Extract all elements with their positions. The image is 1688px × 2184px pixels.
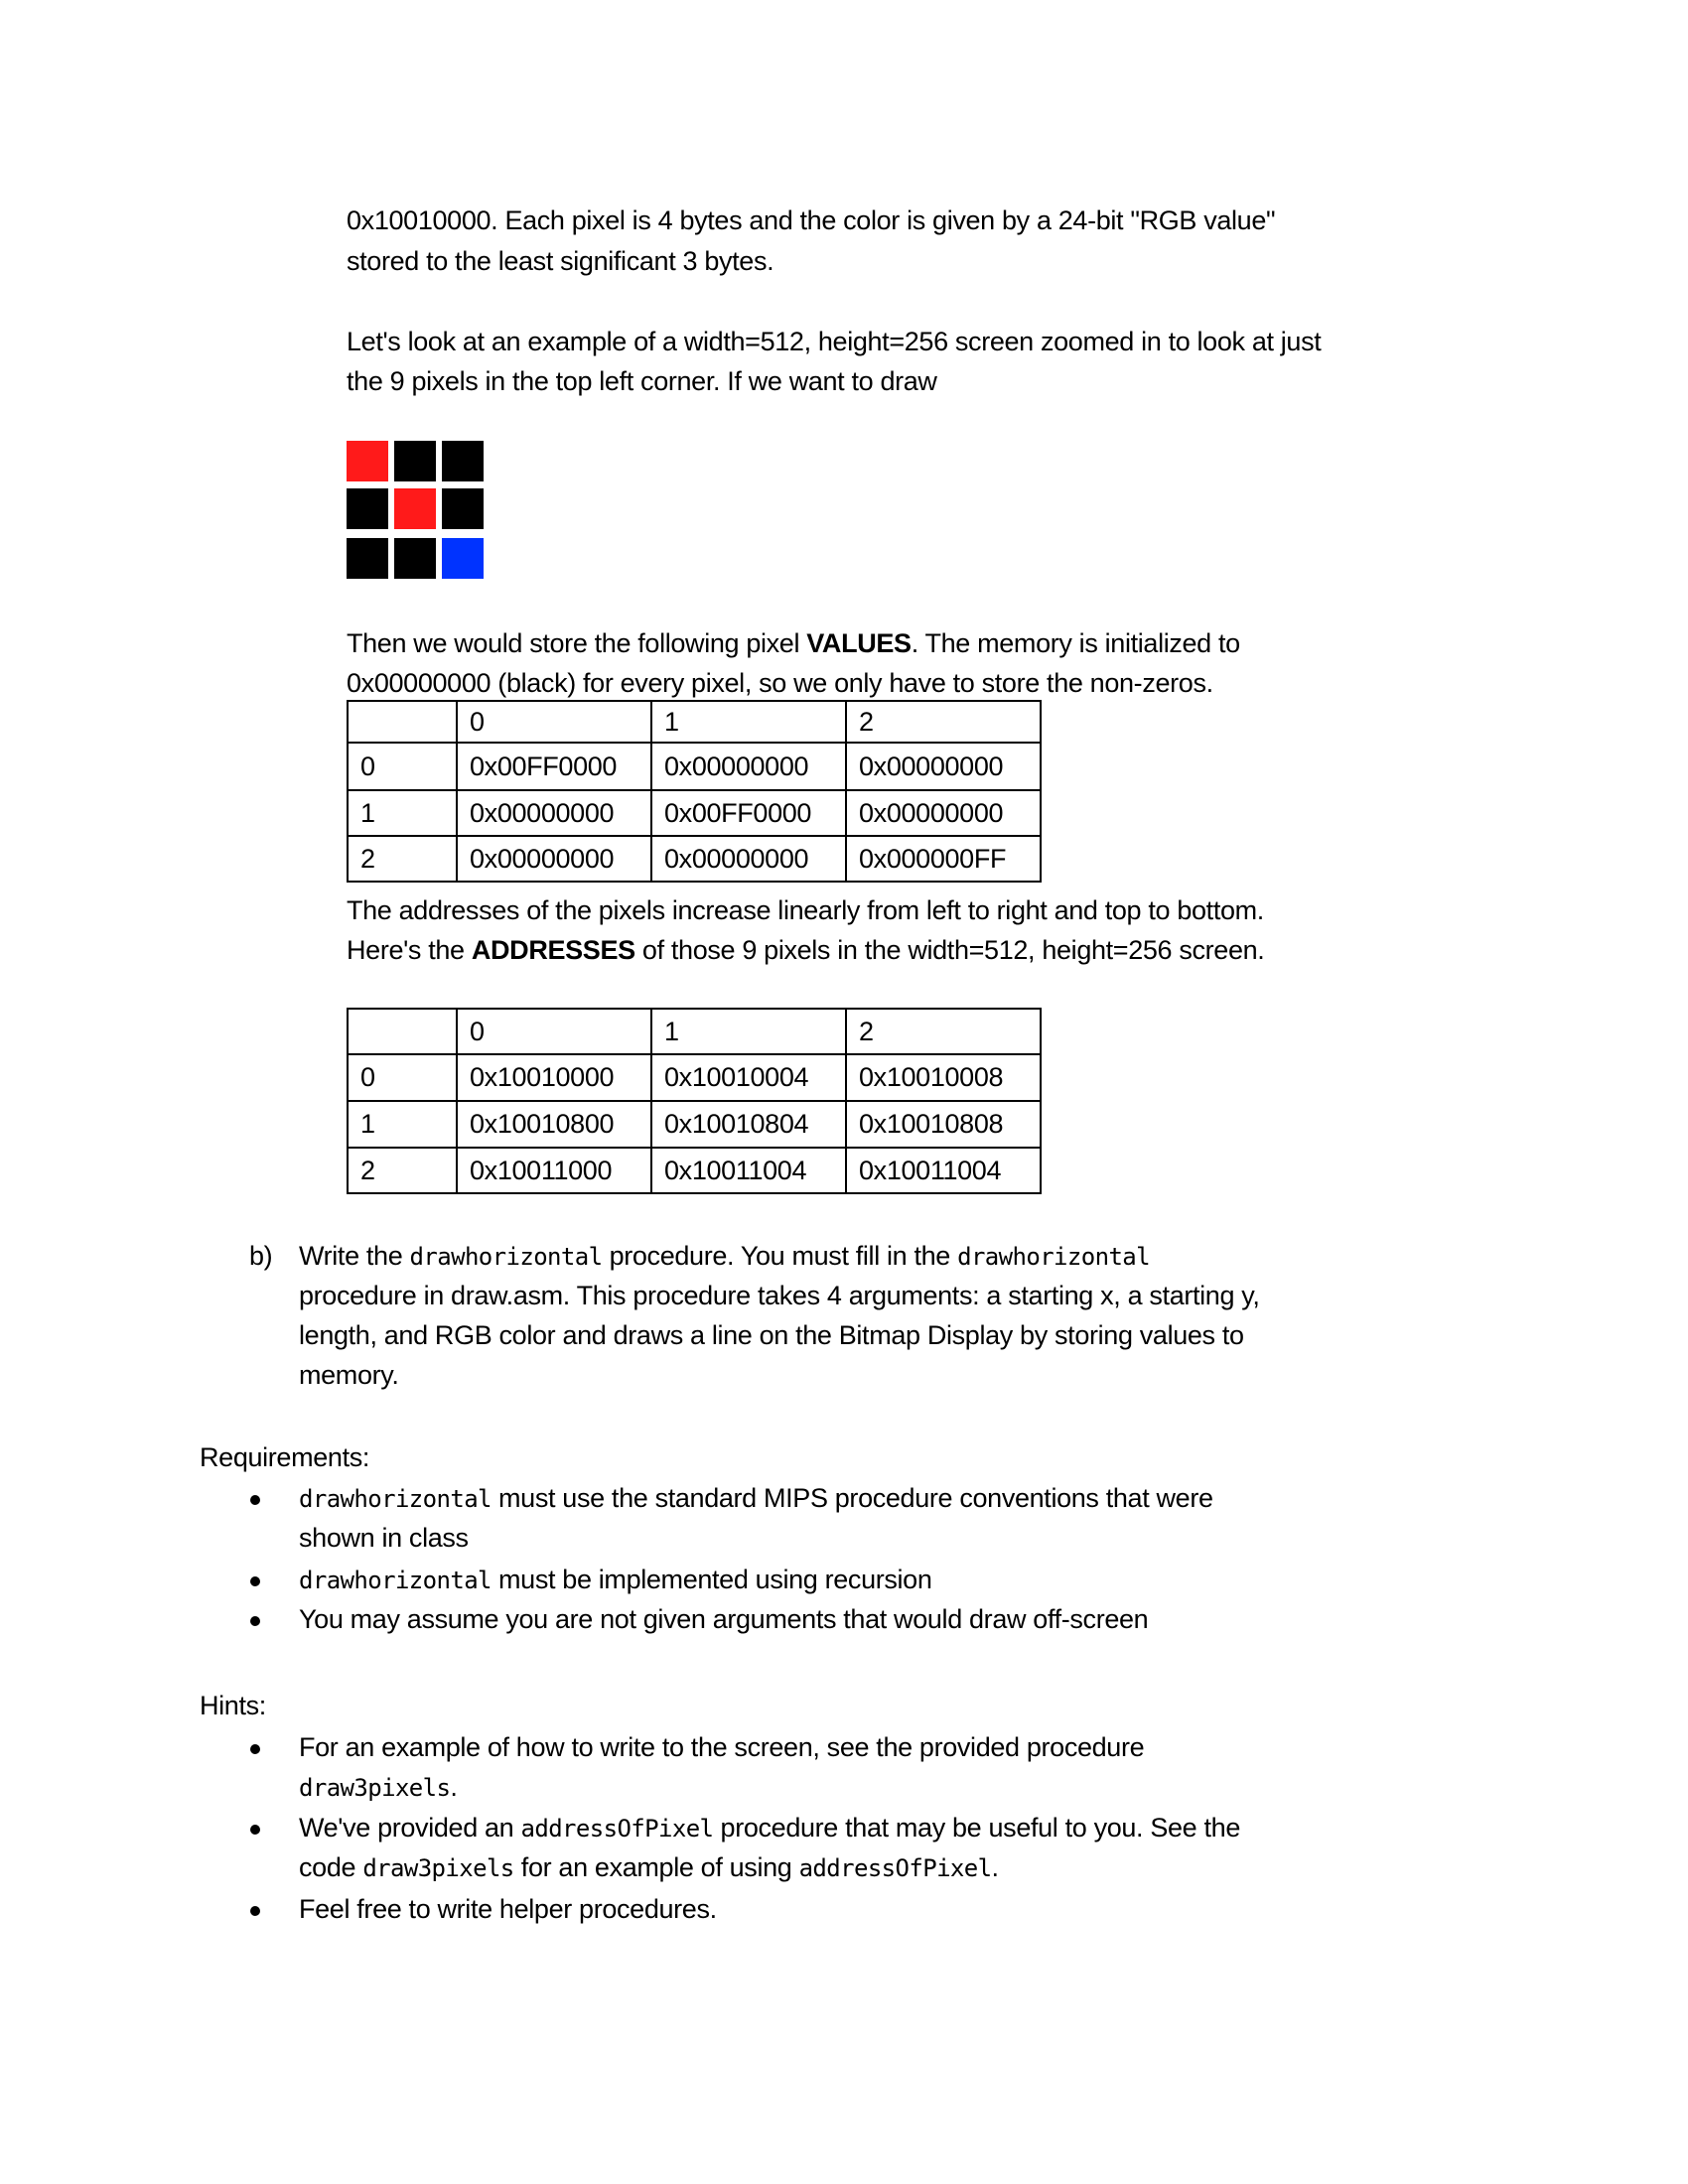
table-cell: 0x10010004 — [651, 1054, 846, 1101]
table-row — [348, 836, 1041, 882]
hint-item-continuation — [299, 1851, 999, 1884]
row-label-cell: 2 — [348, 1148, 457, 1193]
table-header-cell — [348, 701, 457, 743]
table-cell: 0x00000000 — [457, 836, 651, 882]
table-row — [348, 1148, 1041, 1193]
table-cell: 0x00000000 — [846, 743, 1041, 790]
pixel-2-1 — [394, 538, 436, 579]
hints-heading: Hints: — [200, 1691, 266, 1720]
hint-text: . — [991, 1852, 999, 1882]
table-header-cell: 1 — [651, 1009, 846, 1054]
table-cell: 0x00FF0000 — [651, 790, 846, 836]
intro-line-4: the 9 pixels in the top left corner. If we want to draw — [347, 366, 937, 396]
table-header-cell: 0 — [457, 1009, 651, 1054]
hint-text: procedure that may be useful to you. See the — [713, 1813, 1240, 1843]
hint-item-continuation — [299, 1771, 458, 1804]
addresses-line-2-post: of those 9 pixels in the width=512, height=256 screen. — [634, 935, 1265, 965]
values-line-1-pre: Then we would store the following pixel — [347, 628, 807, 658]
hint-item: For an example of how to write to the screen, see the provided procedure — [299, 1732, 1145, 1762]
pixel-1-0 — [347, 488, 388, 529]
table-cell: 0x000000FF — [846, 836, 1041, 882]
intro-line-3: Let's look at an example of a width=512, height=256 screen zoomed in to look at just — [347, 327, 1322, 356]
requirement-item-continuation: shown in class — [299, 1523, 469, 1553]
requirement-item — [299, 1482, 1213, 1515]
hint-text: . — [450, 1772, 458, 1802]
part-b-line-3: length, and RGB color and draws a line on the Bitmap Display by storing values to — [299, 1320, 1244, 1350]
values-emphasis: VALUES — [806, 628, 912, 658]
table-header-row — [348, 701, 1041, 743]
table-cell: 0x10010808 — [846, 1101, 1041, 1148]
pixel-1-1 — [394, 488, 436, 529]
table-header-cell — [348, 1009, 457, 1054]
values-line-2: 0x00000000 (black) for every pixel, so we only have to store the non-zeros. — [347, 668, 1213, 698]
table-cell: 0x00000000 — [846, 790, 1041, 836]
row-label-cell: 2 — [348, 836, 457, 882]
table-row — [348, 790, 1041, 836]
hint-item — [299, 1812, 1240, 1844]
pixel-2-0 — [347, 538, 388, 579]
row-label-cell: 1 — [348, 790, 457, 836]
bullet-icon — [250, 1495, 260, 1505]
code-drawhorizontal: drawhorizontal — [409, 1243, 603, 1271]
requirements-heading: Requirements: — [200, 1442, 370, 1472]
code-drawhorizontal: drawhorizontal — [299, 1485, 492, 1513]
pixel-2-2 — [442, 538, 484, 579]
row-label-cell: 0 — [348, 1054, 457, 1101]
table-cell: 0x10010804 — [651, 1101, 846, 1148]
part-b-line-4: memory. — [299, 1360, 399, 1390]
hint-item: Feel free to write helper procedures. — [299, 1894, 717, 1924]
pixel-0-1 — [394, 441, 436, 481]
table-header-cell: 0 — [457, 701, 651, 743]
code-drawhorizontal: drawhorizontal — [957, 1243, 1150, 1271]
table-row — [348, 1054, 1041, 1101]
table-header-cell: 2 — [846, 701, 1041, 743]
code-draw3pixels: draw3pixels — [299, 1774, 451, 1802]
table-cell: 0x10011004 — [846, 1148, 1041, 1193]
table-cell: 0x00FF0000 — [457, 743, 651, 790]
bullet-icon — [250, 1906, 260, 1916]
table-row — [348, 1101, 1041, 1148]
addresses-emphasis: ADDRESSES — [471, 935, 635, 965]
code-draw3pixels: draw3pixels — [362, 1854, 514, 1882]
requirement-item — [299, 1564, 932, 1596]
part-b-label: b) — [249, 1241, 273, 1271]
table-cell: 0x00000000 — [457, 790, 651, 836]
bullet-icon — [250, 1576, 260, 1586]
pixel-0-2 — [442, 441, 484, 481]
table-row — [348, 743, 1041, 790]
bullet-icon — [250, 1744, 260, 1754]
table-cell: 0x00000000 — [651, 836, 846, 882]
values-line-1 — [347, 627, 1240, 659]
requirement-text: must use the standard MIPS procedure conventions that were — [491, 1483, 1213, 1513]
part-b-text: Write the — [299, 1241, 410, 1271]
bullet-icon — [250, 1616, 260, 1626]
table-cell: 0x00000000 — [651, 743, 846, 790]
pixel-addresses-table — [347, 1008, 1042, 1194]
table-cell: 0x10010800 — [457, 1101, 651, 1148]
hint-text: We've provided an — [299, 1813, 521, 1843]
addresses-line-2 — [347, 934, 1264, 966]
table-cell: 0x10011000 — [457, 1148, 651, 1193]
table-header-cell: 2 — [846, 1009, 1041, 1054]
hint-text: code — [299, 1852, 363, 1882]
part-b-line-2: procedure in draw.asm. This procedure takes 4 arguments: a starting x, a starting y, — [299, 1281, 1260, 1310]
code-drawhorizontal: drawhorizontal — [299, 1567, 492, 1594]
requirement-item: You may assume you are not given arguments that would draw off-screen — [299, 1604, 1149, 1634]
pixel-0-0 — [347, 441, 388, 481]
part-b-line-1 — [299, 1240, 1150, 1273]
addresses-line-2-pre: Here's the — [347, 935, 472, 965]
addresses-line-1: The addresses of the pixels increase linearly from left to right and top to bottom. — [347, 895, 1264, 925]
table-cell: 0x10010008 — [846, 1054, 1041, 1101]
table-cell: 0x10011004 — [651, 1148, 846, 1193]
bullet-icon — [250, 1825, 260, 1835]
table-header-row — [348, 1009, 1041, 1054]
row-label-cell: 1 — [348, 1101, 457, 1148]
part-b-text: procedure. You must fill in the — [602, 1241, 958, 1271]
intro-line-2: stored to the least significant 3 bytes. — [347, 246, 774, 276]
values-line-1-post: . The memory is initialized to — [911, 628, 1240, 658]
row-label-cell: 0 — [348, 743, 457, 790]
pixel-1-2 — [442, 488, 484, 529]
table-cell: 0x10010000 — [457, 1054, 651, 1101]
hint-text: for an example of using — [513, 1852, 799, 1882]
requirement-text: must be implemented using recursion — [491, 1565, 932, 1594]
pixel-values-table — [347, 700, 1042, 883]
code-addressofpixel: addressOfPixel — [798, 1854, 992, 1882]
code-addressofpixel: addressOfPixel — [520, 1815, 714, 1843]
table-header-cell: 1 — [651, 701, 846, 743]
intro-line-1: 0x10010000. Each pixel is 4 bytes and the color is given by a 24-bit "RGB value" — [347, 205, 1276, 235]
